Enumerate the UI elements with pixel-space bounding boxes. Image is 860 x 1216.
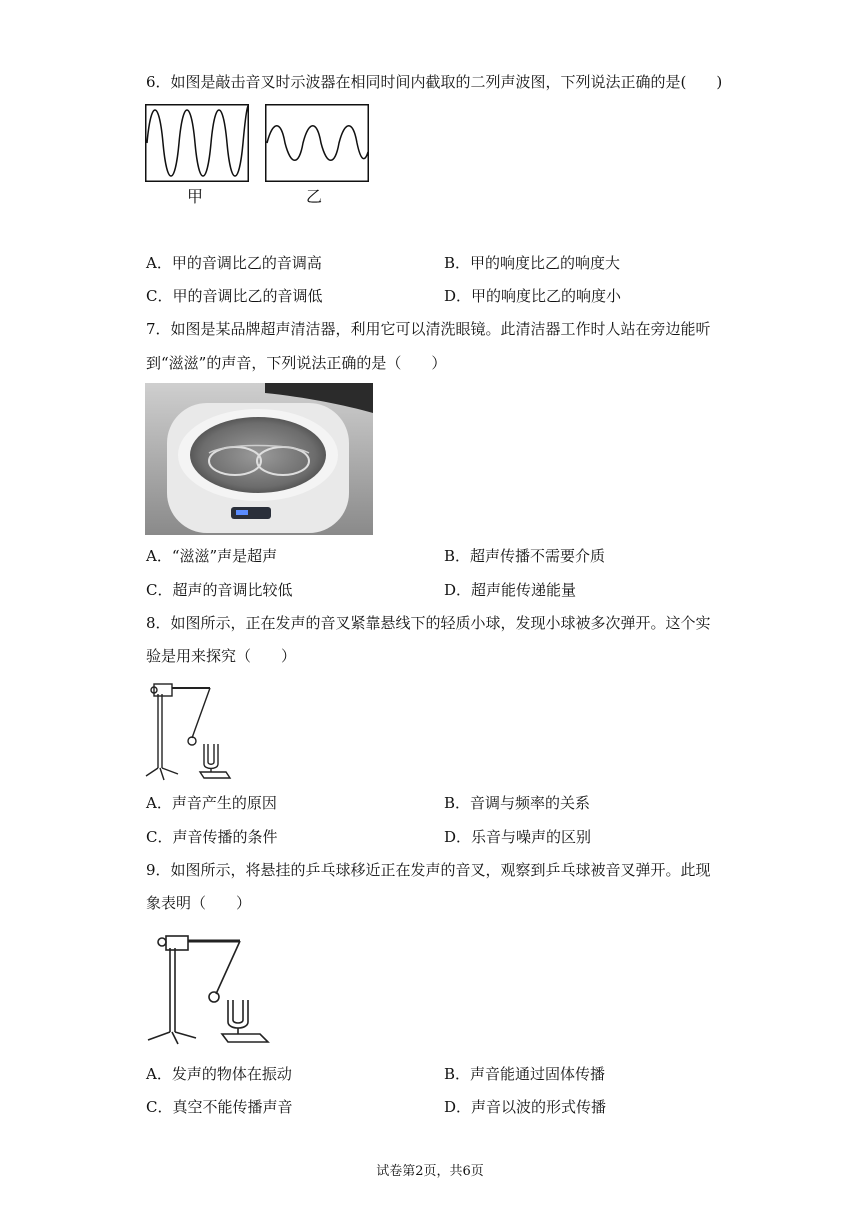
q9-option-b: B．声音能通过固体传播 xyxy=(444,1065,606,1083)
q7-stem-line2: 到“滋滋”的声音，下列说法正确的是（ ） xyxy=(146,354,447,372)
q9-option-d: D．声音以波的形式传播 xyxy=(444,1098,607,1116)
q9-option-c: C．真空不能传播声音 xyxy=(146,1098,293,1116)
q7-stem-line1: 7．如图是某品牌超声清洁器，利用它可以清洗眼镜。此清洁器工作时人站在旁边能听 xyxy=(146,320,711,338)
waveform-figure-yi xyxy=(265,104,369,182)
q8-option-c: C．声音传播的条件 xyxy=(146,828,278,846)
q8-stem-line1: 8．如图所示，正在发声的音叉紧靠悬线下的轻质小球，发现小球被多次弹开。这个实 xyxy=(146,614,711,632)
q9-option-a: A．发声的物体在振动 xyxy=(146,1065,292,1083)
q7-option-d: D．超声能传递能量 xyxy=(444,581,577,599)
q7-option-b: B．超声传播不需要介质 xyxy=(444,547,606,565)
q8-option-b: B．音调与频率的关系 xyxy=(444,794,591,812)
tuning-fork-apparatus-figure-q9 xyxy=(144,928,276,1046)
q6-option-b: B．甲的响度比乙的响度大 xyxy=(444,254,621,272)
q6-stem-line1: 6．如图是敲击音叉时示波器在相同时间内截取的二列声波图，下列说法正确的是( ) xyxy=(146,73,723,91)
tuning-fork-apparatus-figure-q8 xyxy=(144,676,240,782)
q7-option-a: A．“滋滋”声是超声 xyxy=(146,547,278,565)
q8-option-a: A．声音产生的原因 xyxy=(146,794,277,812)
waveform-figure-jia xyxy=(145,104,249,182)
q7-option-c: C．超声的音调比较低 xyxy=(146,581,293,599)
q8-option-d: D．乐音与噪声的区别 xyxy=(444,828,592,846)
ultrasonic-cleaner-photo xyxy=(145,383,373,535)
figure-label-jia: 甲 xyxy=(187,187,204,206)
q9-stem-line1: 9．如图所示，将悬挂的乒乓球移近正在发声的音叉，观察到乒乓球被音叉弹开。此现 xyxy=(146,861,711,879)
q8-stem-line2: 验是用来探究（ ） xyxy=(146,647,297,665)
q6-option-d: D．甲的响度比乙的响度小 xyxy=(444,287,622,305)
waveform-yi-curve xyxy=(267,126,368,161)
page-footer: 试卷第2页，共6页 xyxy=(376,1164,484,1179)
waveform-jia-curve xyxy=(147,106,248,176)
figure-label-yi: 乙 xyxy=(306,187,323,206)
q6-option-a: A．甲的音调比乙的音调高 xyxy=(146,254,322,272)
q6-option-c: C．甲的音调比乙的音调低 xyxy=(146,287,323,305)
q9-stem-line2: 象表明（ ） xyxy=(146,894,252,912)
